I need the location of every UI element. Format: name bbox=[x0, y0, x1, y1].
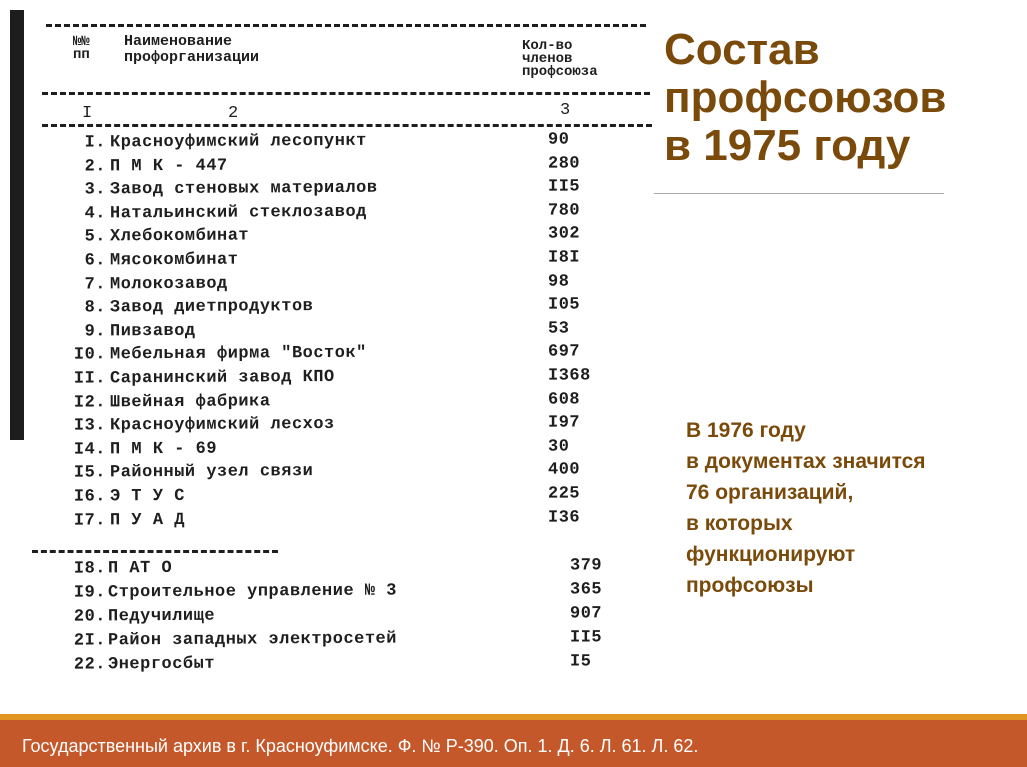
organization-name: П АТ О bbox=[107, 558, 173, 579]
row-number: 5. bbox=[84, 227, 107, 247]
organization-name: Завод стеновых материалов bbox=[109, 178, 378, 200]
member-count: 780 bbox=[547, 201, 581, 221]
archive-document-scan bbox=[10, 0, 656, 700]
row-number: I7. bbox=[73, 510, 107, 531]
table-row bbox=[10, 366, 650, 392]
slide-note-line: профсоюзы bbox=[686, 574, 814, 597]
organization-name: Завод диетпродуктов bbox=[109, 297, 314, 318]
organization-name: Пивзавод bbox=[109, 321, 196, 342]
member-count: 907 bbox=[569, 604, 603, 624]
member-count: 98 bbox=[547, 272, 570, 292]
row-number: 20. bbox=[73, 607, 107, 627]
slide-title-line: Состав bbox=[664, 25, 820, 74]
header-bottom-dashed-rule bbox=[42, 124, 652, 127]
organization-name: Молокозавод bbox=[109, 274, 228, 294]
slide-title-line: в 1975 году bbox=[664, 121, 911, 170]
member-count: 608 bbox=[547, 390, 581, 410]
row-number: I8. bbox=[73, 559, 107, 579]
table-row bbox=[10, 580, 650, 606]
row-number: I6. bbox=[73, 487, 107, 507]
member-count: II5 bbox=[569, 628, 603, 648]
member-count: 400 bbox=[547, 460, 581, 481]
organization-name: Мясокомбинат bbox=[109, 250, 239, 271]
table-row bbox=[10, 508, 650, 534]
member-count: 30 bbox=[547, 437, 570, 457]
row-number: I2. bbox=[73, 392, 107, 413]
row-number: 2. bbox=[84, 156, 107, 177]
slide-note bbox=[686, 415, 1006, 601]
slide-note-line: В 1976 году bbox=[686, 419, 806, 442]
table-row bbox=[10, 177, 650, 203]
table-row bbox=[10, 319, 650, 345]
header-middle-dashed-rule bbox=[42, 92, 650, 95]
table-row bbox=[10, 390, 650, 416]
row-number: I0. bbox=[73, 345, 107, 365]
organization-name: Энергосбыт bbox=[107, 654, 216, 675]
organization-name: Мебельная фирма "Восток" bbox=[109, 344, 367, 365]
table-row bbox=[10, 224, 650, 250]
member-count: I05 bbox=[547, 295, 581, 315]
row-number: I5. bbox=[73, 463, 107, 483]
row-number: 22. bbox=[73, 655, 107, 675]
table-row bbox=[10, 201, 650, 227]
member-count: I97 bbox=[547, 413, 581, 433]
row-number: I. bbox=[84, 133, 107, 153]
table-row bbox=[10, 437, 650, 463]
member-count: 379 bbox=[569, 556, 603, 576]
member-count: 697 bbox=[547, 342, 581, 363]
table-row bbox=[10, 248, 650, 274]
row-number: I4. bbox=[73, 440, 107, 460]
organization-name: Хлебокомбинат bbox=[109, 226, 250, 247]
row-number: II. bbox=[73, 369, 107, 389]
footer-bar bbox=[0, 720, 1027, 767]
header-top-dashed-rule bbox=[46, 24, 646, 27]
organization-name: Районный узел связи bbox=[109, 462, 314, 483]
column-header-name: Наименование профорганизации bbox=[124, 33, 260, 66]
table-row bbox=[10, 556, 650, 582]
table-row bbox=[10, 154, 650, 180]
row-number: 2I. bbox=[73, 631, 107, 651]
member-count: I8I bbox=[547, 248, 581, 268]
page-break-dashed-rule bbox=[32, 550, 278, 553]
member-count: II5 bbox=[547, 177, 581, 197]
member-count: 365 bbox=[569, 580, 603, 600]
organization-name: Саранинский завод КПО bbox=[109, 367, 335, 389]
organization-name: Красноуфимский лесопункт bbox=[109, 131, 367, 153]
title-divider bbox=[654, 193, 944, 194]
column-header-number: №№ пп bbox=[73, 34, 90, 63]
organization-name: Педучилище bbox=[107, 606, 216, 627]
slide-note-line: в которых bbox=[686, 512, 793, 535]
archive-source-citation: Государственный архив в г. Красноуфимске. Ф. № Р-390. Оп. 1. Д. 6. Л. 61. Л. 62. bbox=[22, 736, 699, 756]
table-row bbox=[10, 460, 650, 486]
member-count: I5 bbox=[569, 652, 592, 672]
table-row bbox=[10, 272, 650, 298]
column-number-2: 2 bbox=[228, 104, 239, 123]
column-header-count: Кол-во членов профсоюза bbox=[522, 38, 598, 80]
column-number-3: 3 bbox=[560, 101, 571, 120]
member-count: 302 bbox=[547, 224, 581, 245]
member-count: 225 bbox=[547, 484, 581, 504]
member-count: 53 bbox=[547, 319, 570, 339]
organization-name: Район западных электросетей bbox=[107, 629, 398, 651]
organization-name: Э Т У С bbox=[109, 486, 185, 507]
organization-name: Красноуфимский лесхоз bbox=[109, 415, 335, 436]
row-number: 7. bbox=[84, 274, 107, 295]
organization-name: П М К - 69 bbox=[109, 439, 218, 460]
slide-title bbox=[664, 26, 1004, 170]
organization-name: Строительное управление № 3 bbox=[107, 581, 398, 603]
row-number: 8. bbox=[84, 298, 107, 318]
row-number: 6. bbox=[84, 251, 107, 271]
row-number: 9. bbox=[84, 322, 107, 342]
organization-name: П М К - 447 bbox=[109, 156, 228, 176]
slide-note-line: 76 организаций, bbox=[686, 481, 854, 504]
table-row bbox=[10, 413, 650, 439]
member-count: 280 bbox=[547, 154, 581, 174]
row-number: 3. bbox=[84, 180, 107, 200]
table-row bbox=[10, 484, 650, 510]
organization-name: П У А Д bbox=[109, 510, 185, 530]
table-row bbox=[10, 628, 650, 654]
slide-note-line: в документах значится bbox=[686, 450, 926, 473]
slide-note-line: функционируют bbox=[686, 543, 856, 566]
table-row bbox=[10, 604, 650, 630]
table-row bbox=[10, 652, 650, 678]
column-number-1: I bbox=[82, 104, 93, 123]
member-count: 90 bbox=[547, 130, 570, 150]
table-row bbox=[10, 342, 650, 368]
member-count: I36 bbox=[547, 508, 581, 528]
table-row bbox=[10, 295, 650, 321]
slide-title-line: профсоюзов bbox=[664, 73, 947, 122]
row-number: I9. bbox=[73, 583, 107, 603]
member-count: I368 bbox=[547, 366, 591, 386]
organization-name: Швейная фабрика bbox=[109, 391, 271, 412]
row-number: 4. bbox=[84, 204, 107, 224]
row-number: I3. bbox=[73, 416, 107, 436]
table-row bbox=[10, 130, 650, 156]
organization-name: Натальинский стеклозавод bbox=[109, 202, 367, 224]
